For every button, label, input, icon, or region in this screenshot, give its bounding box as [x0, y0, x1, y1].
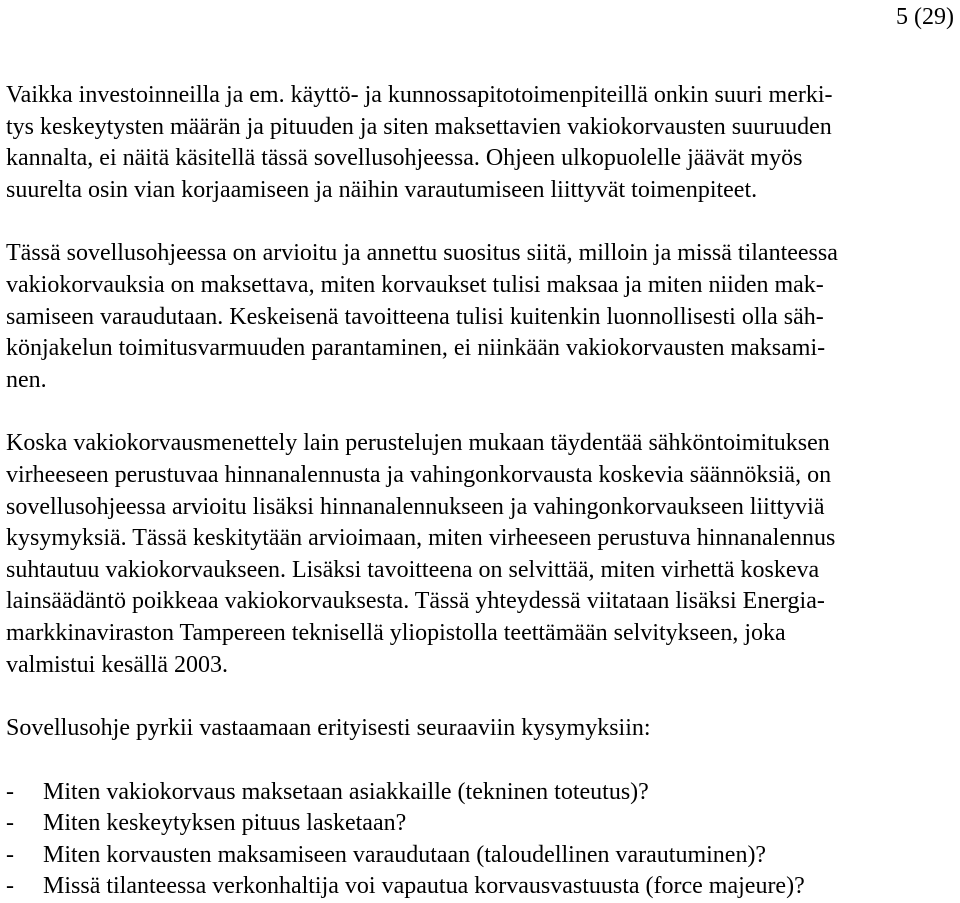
list-bullet: -	[6, 778, 14, 805]
text-line: suhtautuu vakiokorvaukseen. Lisäksi tavoitteena on selvittää, miten virhettä koskeva	[6, 556, 820, 583]
paragraph-scope	[6, 80, 956, 206]
list-item-text: Miten vakiokorvaus maksetaan asiakkaille (tekninen toteutus)?	[43, 778, 649, 805]
text-line: markkinaviraston Tampereen teknisellä yliopistolla teettämään selvitykseen, joka	[6, 619, 786, 646]
text-line: kysymyksiä. Tässä keskitytään arvioimaan, miten virheeseen perustuva hinnanalennus	[6, 525, 836, 552]
paragraph-gap	[6, 396, 956, 428]
text-line: Tässä sovellusohjeessa on arvioitu ja annettu suositus siitä, milloin ja missä tilanteessa	[6, 240, 838, 267]
list-item-text: Miten korvausten maksamiseen varaudutaan (taloudellinen varautuminen)?	[43, 841, 767, 868]
text-line: suurelta osin vian korjaamiseen ja näihin varautumiseen liittyvät toimenpiteet.	[6, 176, 758, 203]
document-body	[6, 80, 956, 903]
paragraph-list-intro	[6, 713, 956, 745]
text-line: tys keskeytysten määrän ja pituuden ja siten maksettavien vakiokorvausten suuruuden	[6, 113, 832, 140]
text-line: samiseen varaudutaan. Keskeisenä tavoitteena tulisi kuitenkin luonnollisesti olla säh-	[6, 303, 824, 330]
paragraph-gap	[6, 681, 956, 713]
list-item	[6, 808, 956, 840]
list-item	[6, 840, 956, 872]
question-list	[6, 777, 956, 903]
list-bullet: -	[6, 873, 14, 900]
list-bullet: -	[6, 810, 14, 837]
text-line: kannalta, ei näitä käsitellä tässä sovellusohjeessa. Ohjeen ulkopuolelle jäävät myös	[6, 145, 803, 172]
text-line: virheeseen perustuvaa hinnanalennusta ja vahingonkorvausta koskevia säännöksiä, on	[6, 461, 832, 488]
paragraph-purpose	[6, 238, 956, 396]
paragraph-gap	[6, 745, 956, 777]
paragraph-gap	[6, 206, 956, 238]
text-line: nen.	[6, 366, 47, 393]
page-number: 5 (29)	[896, 4, 954, 30]
text-line: sovellusohjeessa arvioitu lisäksi hinnanalennukseen ja vahingonkorvaukseen liittyviä	[6, 493, 825, 520]
text-line: Koska vakiokorvausmenettely lain perustelujen mukaan täydentää sähköntoimituksen	[6, 430, 830, 457]
text-line: valmistui kesällä 2003.	[6, 651, 228, 678]
list-bullet: -	[6, 841, 14, 868]
text-line: lainsäädäntö poikkeaa vakiokorvauksesta. Tässä yhteydessä viitataan lisäksi Energia-	[6, 588, 825, 615]
list-item-text: Missä tilanteessa verkonhaltija voi vapautua korvausvastuusta (force majeure)?	[43, 873, 805, 900]
list-item	[6, 871, 956, 903]
list-item-text: Miten keskeytyksen pituus lasketaan?	[43, 810, 407, 837]
list-item	[6, 777, 956, 809]
text-line: Sovellusohje pyrkii vastaamaan erityisesti seuraaviin kysymyksiin:	[6, 715, 651, 742]
text-line: Vaikka investoinneilla ja em. käyttö- ja kunnossapitotoimenpiteillä onkin suuri merki-	[6, 82, 833, 108]
paragraph-legal-background	[6, 428, 956, 681]
text-line: vakiokorvauksia on maksettava, miten korvaukset tulisi maksaa ja miten niiden mak-	[6, 271, 824, 298]
text-line: könjakelun toimitusvarmuuden parantaminen, ei niinkään vakiokorvausten maksami-	[6, 335, 826, 362]
